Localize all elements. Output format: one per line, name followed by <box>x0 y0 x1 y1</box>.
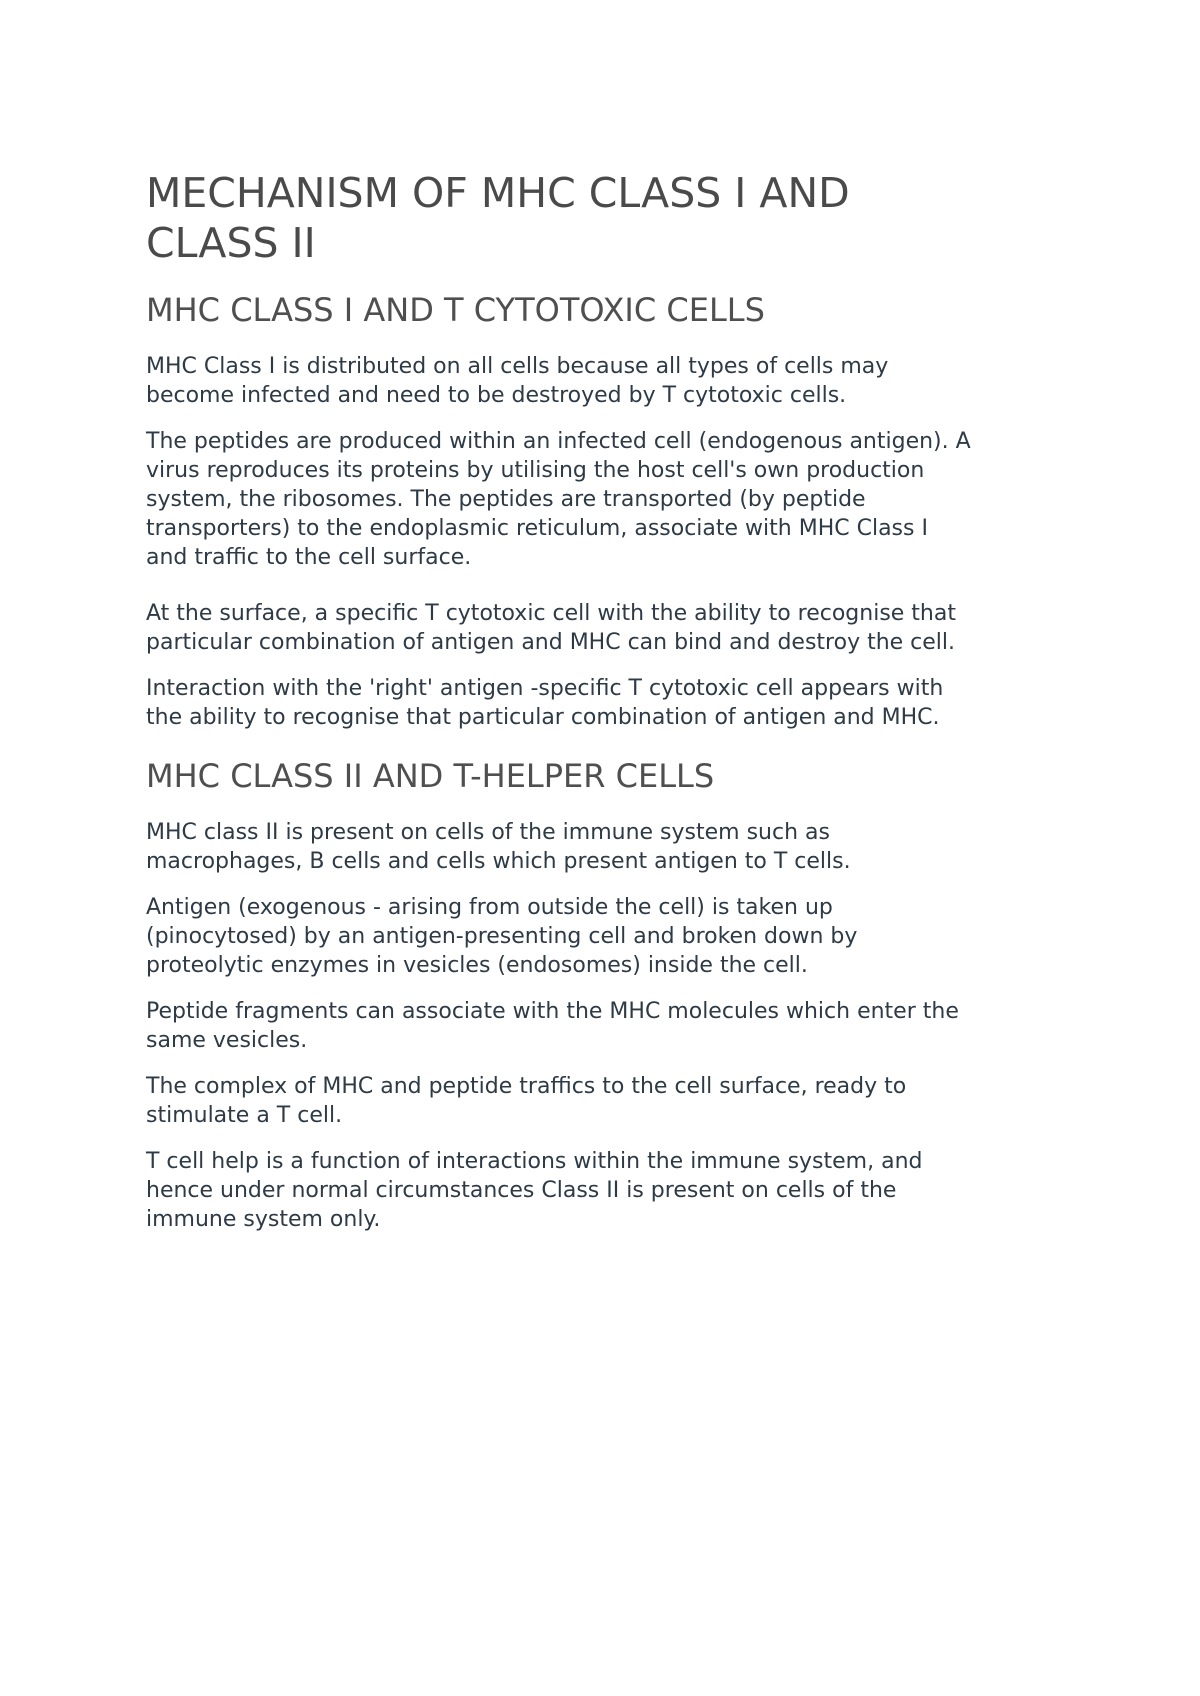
paragraph: The complex of MHC and peptide traffics to the cell surface, ready to stimulate a T cell. <box>146 1074 907 1128</box>
section-heading: MHC CLASS I AND T CYTOTOXIC CELLS <box>146 291 765 329</box>
paragraph: Peptide fragments can associate with the MHC molecules which enter the same vesicles. <box>146 999 959 1053</box>
section-mhc-class-i <box>146 290 1086 732</box>
paragraph: MHC Class I is distributed on all cells because all types of cells may become infected and need to be destroyed by T cytotoxic cells. <box>146 354 889 408</box>
section-mhc-class-ii <box>146 756 1086 1234</box>
paragraph: T cell help is a function of interactions within the immune system, and hence under normal circumstances Class II is present on cells of the immune system only. <box>146 1149 923 1232</box>
paragraph: At the surface, a specific T cytotoxic cell with the ability to recognise that particular combination of antigen and MHC can bind and destroy the cell. <box>146 601 956 655</box>
paragraph: MHC class II is present on cells of the immune system such as macrophages, B cells and cells which present antigen to T cells. <box>146 820 851 874</box>
document-title: MECHANISM OF MHC CLASS I AND CLASS II <box>146 169 850 267</box>
paragraph: Interaction with the 'right' antigen -specific T cytotoxic cell appears with the ability to recognise that particular combination of antigen and MHC. <box>146 676 944 730</box>
section-heading: MHC CLASS II AND T-HELPER CELLS <box>146 757 715 795</box>
document-page <box>146 168 1086 1251</box>
paragraph: Antigen (exogenous - arising from outside the cell) is taken up (pinocytosed) by an antigen-presenting cell and broken down by proteolytic enzymes in vesicles (endosomes) inside the cell. <box>146 895 858 978</box>
paragraph: The peptides are produced within an infected cell (endogenous antigen). A virus reproduces its proteins by utilising the host cell's own production system, the ribosomes. The peptides are transported (by peptide transporters) to the endoplasmic reticulum, associate with MHC Class I and traffic to the cell surface. <box>146 429 971 570</box>
